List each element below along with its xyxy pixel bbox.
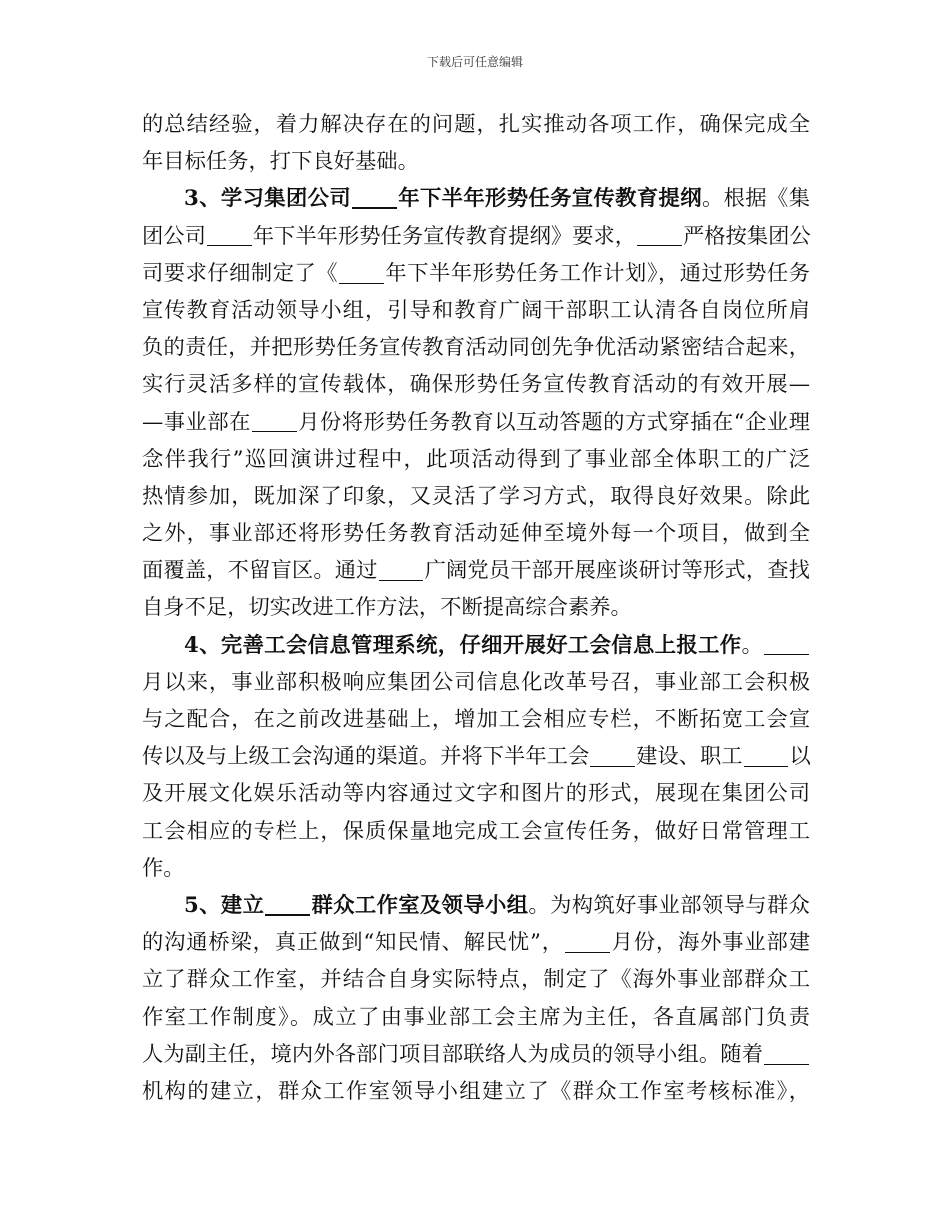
text-line: [142, 404, 810, 441]
document-body: [142, 106, 810, 1110]
text-fragment: 严格按集团公: [682, 223, 811, 249]
text-fragment: 月份，海外事业部建: [610, 930, 810, 956]
fill-in-blank: [744, 745, 789, 767]
text-line: 立了群众工作室，并结合自身实际特点，制定了《海外事业部群众工: [142, 967, 810, 993]
text-line: 自身不足，切实改进工作方法，不断提高综合素养。: [142, 595, 632, 621]
text-line: [142, 738, 810, 775]
text-line: 作。: [142, 855, 185, 881]
text-fragment: 人为副主任，境内外各部门项目部联络人为成员的领导小组。随着: [142, 1041, 764, 1067]
text-line: [142, 180, 810, 217]
text-fragment: 。为构筑好事业部领导与群众: [528, 892, 810, 918]
text-fragment: 月份将形势任务教育以互动答题的方式穿插在“企业理: [297, 409, 810, 435]
text-line: 作室工作制度》。成立了由事业部工会主席为主任，各直属部门负责: [142, 1004, 810, 1030]
section-4-heading: 4、完善工会信息管理系统，仔细开展好工会信息上报工作: [184, 632, 742, 658]
text-line: 热情参加，既加深了印象，又灵活了学习方式，取得良好效果。除此: [142, 483, 810, 509]
section-3-heading-a: 3、学习集团公司: [184, 186, 352, 212]
section-5-heading-b: 群众工作室及领导小组: [311, 892, 529, 918]
text-line: [142, 887, 810, 924]
text-line: 之外，事业部还将形势任务教育活动延伸至境外每一个项目，做到全: [142, 521, 810, 547]
text-fragment: —事业部在: [142, 409, 251, 435]
paragraph-section-3: [142, 180, 810, 626]
text-line: 宣传教育活动领导小组，引导和教育广阔干部职工认清各自岗位所肩: [142, 297, 810, 323]
text-line: [142, 924, 810, 961]
text-line: 的总结经验，着力解决存在的问题，扎实推动各项工作，确保完成全: [142, 112, 810, 137]
text-line: [142, 552, 810, 589]
text-line: 及开展文化娱乐活动等内容通过文字和图片的形式，展现在集团公司: [142, 781, 810, 807]
text-fragment: 团公司: [142, 223, 206, 249]
fill-in-blank: [764, 633, 809, 655]
fill-in-blank: [352, 186, 397, 209]
fill-in-blank: [339, 261, 384, 283]
text-line: 与之配合，在之前改进基础上，增加工会相应专栏，不断拓宽工会宣: [142, 707, 810, 732]
text-fragment: 的沟通桥梁，真正做到“知民情、解民忧”，: [142, 930, 564, 956]
text-line: 念伴我行”巡回演讲过程中，此项活动得到了事业部全体职工的广泛: [142, 446, 810, 472]
text-line: 月以来，事业部积极响应集团公司信息化改革号召，事业部工会积极: [142, 669, 810, 695]
text-line: [142, 627, 810, 664]
text-line: 机构的建立，群众工作室领导小组建立了《群众工作室考核标准》，: [142, 1078, 810, 1104]
fill-in-blank: [590, 745, 635, 767]
fill-in-blank: [379, 559, 424, 581]
text-fragment: 司要求仔细制定了《: [142, 260, 339, 286]
fill-in-blank: [252, 410, 297, 432]
text-line: 实行灵活多样的宣传载体，确保形势任务宣传教育活动的有效开展—: [142, 372, 810, 398]
text-fragment: 以: [789, 744, 811, 770]
text-fragment: 。: [741, 632, 764, 658]
fill-in-blank: [637, 224, 682, 246]
fill-in-blank: [764, 1042, 809, 1064]
text-fragment: 面覆盖，不留盲区。通过: [142, 558, 378, 584]
text-fragment: 建设、职工: [636, 744, 743, 770]
section-3-heading-b: 年下半年形势任务宣传教育提纲: [397, 186, 702, 212]
text-fragment: 年下半年形势任务宣传教育提纲》要求，: [252, 223, 637, 249]
text-fragment: 传以及与上级工会沟通的渠道。并将下半年工会: [142, 744, 590, 770]
paragraph-summary-continuation: [142, 106, 810, 180]
text-fragment: 年下半年形势任务工作计划》，通过形势任务: [384, 260, 810, 286]
text-line: [142, 218, 810, 255]
text-fragment: 广阔党员干部开展座谈研讨等形式，查找: [424, 558, 810, 584]
fill-in-blank: [265, 892, 310, 915]
paragraph-section-5: [142, 887, 810, 1110]
fill-in-blank: [207, 224, 252, 246]
paragraph-section-4: [142, 627, 810, 887]
text-line: 工会相应的专栏上，保质保量地完成工会宣传任务，做好日常管理工: [142, 818, 810, 844]
page-header: 下载后可任意编辑: [426, 55, 523, 69]
fill-in-blank: [565, 931, 610, 953]
section-5-heading-a: 5、建立: [184, 892, 265, 918]
text-line: 负的责任，并把形势任务宣传教育活动同创先争优活动紧密结合起来，: [142, 335, 810, 361]
text-line: [142, 1036, 810, 1073]
text-line: 年目标任务，打下良好基础。: [142, 149, 419, 175]
text-fragment: 。根据《集: [701, 186, 810, 212]
text-line: [142, 255, 810, 292]
